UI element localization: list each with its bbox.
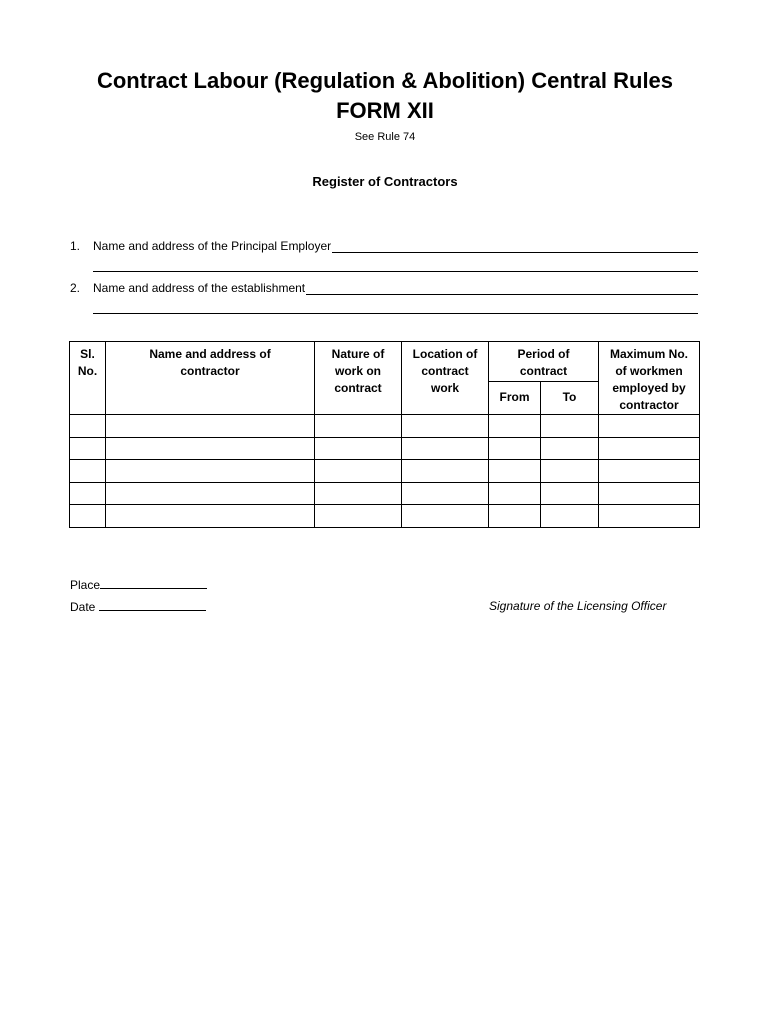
date-input[interactable] — [99, 599, 206, 611]
date-field — [70, 599, 206, 614]
cell-max-workmen[interactable] — [599, 460, 700, 483]
place-input[interactable] — [100, 577, 207, 589]
cell-location[interactable] — [402, 482, 489, 505]
cell-nature-of-work[interactable] — [315, 437, 402, 460]
cell-sl-no[interactable] — [70, 505, 106, 528]
cell-location[interactable] — [402, 460, 489, 483]
table-row — [70, 460, 700, 483]
table-row — [70, 482, 700, 505]
cell-max-workmen[interactable] — [599, 437, 700, 460]
register-title: Register of Contractors — [312, 174, 458, 189]
cell-period-from[interactable] — [489, 415, 541, 438]
cell-period-to[interactable] — [541, 460, 599, 483]
cell-max-workmen[interactable] — [599, 482, 700, 505]
cell-name-address[interactable] — [106, 415, 315, 438]
field-number: 1. — [70, 239, 81, 253]
col-header-max-workmen: Maximum No. of workmen employed by contractor — [599, 342, 700, 415]
establishment-continuation-line[interactable] — [93, 313, 698, 314]
col-header-sl-no: Sl. No. — [70, 342, 106, 415]
cell-name-address[interactable] — [106, 505, 315, 528]
cell-period-to[interactable] — [541, 482, 599, 505]
table-row — [70, 415, 700, 438]
cell-name-address[interactable] — [106, 482, 315, 505]
col-header-period: Period of contract — [489, 342, 599, 382]
place-label: Place — [70, 578, 101, 592]
establishment-label: Name and address of the establishment — [93, 281, 306, 295]
cell-location[interactable] — [402, 505, 489, 528]
cell-period-to[interactable] — [541, 415, 599, 438]
cell-name-address[interactable] — [106, 460, 315, 483]
cell-max-workmen[interactable] — [599, 415, 700, 438]
establishment-field — [70, 281, 698, 295]
cell-nature-of-work[interactable] — [315, 482, 402, 505]
place-field — [70, 577, 207, 592]
principal-employer-field — [70, 239, 698, 253]
cell-sl-no[interactable] — [70, 415, 106, 438]
table-row — [70, 437, 700, 460]
cell-location[interactable] — [402, 437, 489, 460]
col-header-name-address: Name and address of contractor — [106, 342, 315, 415]
cell-nature-of-work[interactable] — [315, 460, 402, 483]
cell-name-address[interactable] — [106, 437, 315, 460]
cell-period-from[interactable] — [489, 460, 541, 483]
cell-nature-of-work[interactable] — [315, 415, 402, 438]
cell-period-to[interactable] — [541, 437, 599, 460]
table-row — [70, 505, 700, 528]
principal-employer-input[interactable] — [332, 239, 698, 253]
principal-employer-label: Name and address of the Principal Employer — [93, 239, 332, 253]
cell-sl-no[interactable] — [70, 437, 106, 460]
cell-period-from[interactable] — [489, 505, 541, 528]
date-label: Date — [70, 600, 96, 614]
cell-nature-of-work[interactable] — [315, 505, 402, 528]
principal-employer-continuation-line[interactable] — [93, 271, 698, 272]
col-header-location: Location of contract work — [402, 342, 489, 415]
cell-period-from[interactable] — [489, 482, 541, 505]
form-number: FORM XII — [336, 98, 434, 123]
form-title: Contract Labour (Regulation & Abolition) Central Rules — [96, 68, 674, 93]
field-number: 2. — [70, 281, 81, 295]
cell-sl-no[interactable] — [70, 482, 106, 505]
establishment-input[interactable] — [306, 281, 698, 295]
cell-max-workmen[interactable] — [599, 505, 700, 528]
contractors-register-table — [69, 341, 700, 528]
rule-reference: See Rule 74 — [354, 131, 416, 143]
col-header-period-to: To — [541, 381, 599, 414]
col-header-period-from: From — [489, 381, 541, 414]
cell-location[interactable] — [402, 415, 489, 438]
cell-sl-no[interactable] — [70, 460, 106, 483]
cell-period-from[interactable] — [489, 437, 541, 460]
col-header-nature-of-work: Nature of work on contract — [315, 342, 402, 415]
cell-period-to[interactable] — [541, 505, 599, 528]
signature-label: Signature of the Licensing Officer — [489, 599, 667, 613]
